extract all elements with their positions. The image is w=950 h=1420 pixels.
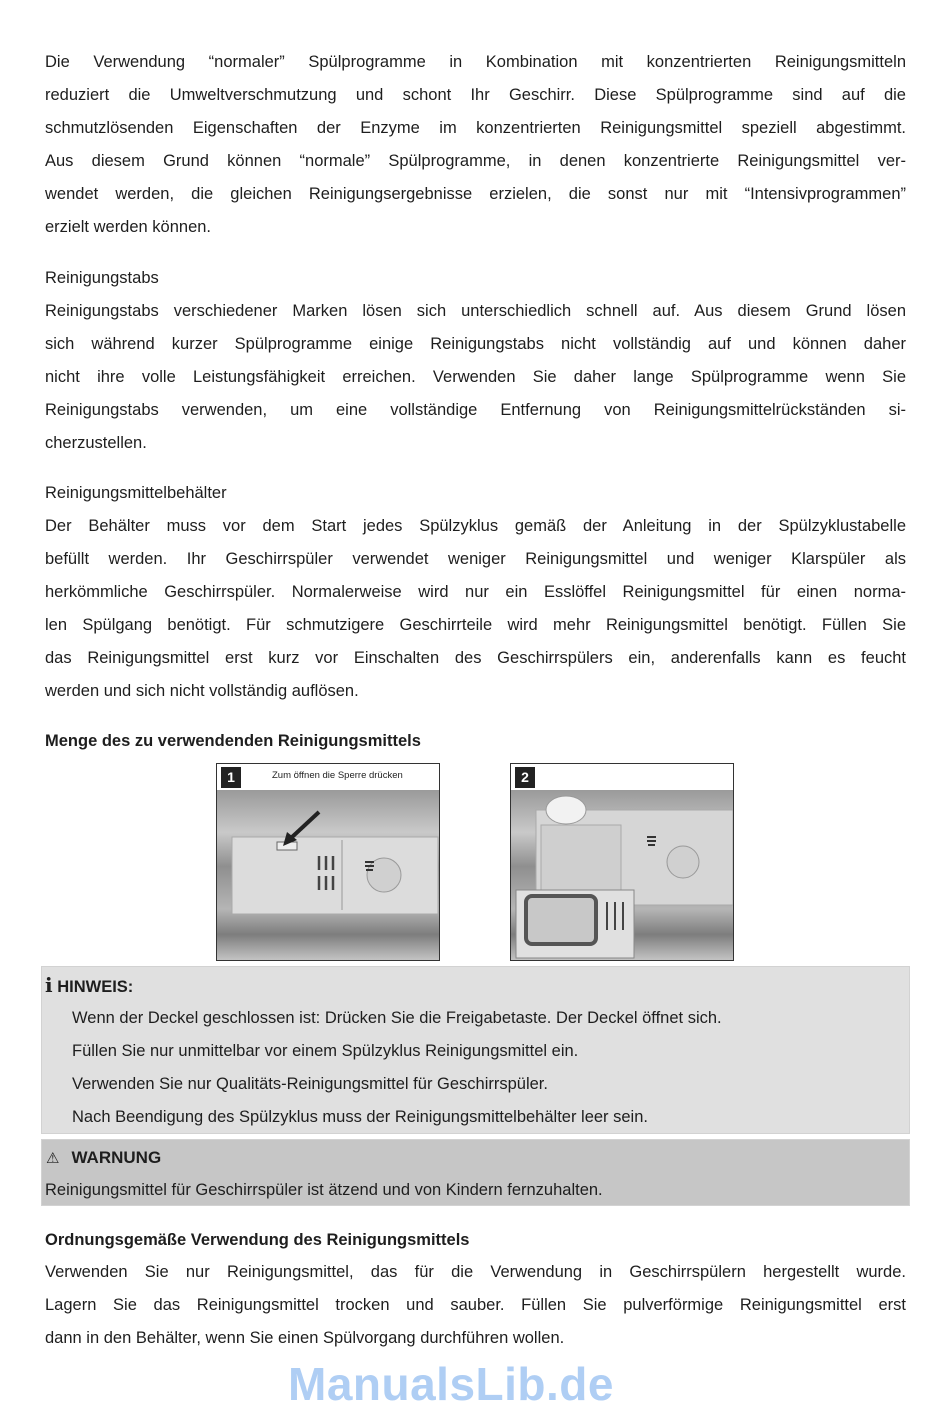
heading-container: Reinigungsmittelbehälter — [45, 484, 227, 502]
figure-1-closed-dispenser — [216, 763, 440, 961]
figure-2-open-dispenser — [510, 763, 734, 961]
text-line: werden und sich nicht vollständig auflösen. — [45, 682, 359, 700]
intro-paragraph — [45, 46, 906, 244]
text-line: nicht ihre volle Leistungsfähigkeit erreichen. Verwenden Sie daher lange Spülprogramme wenn Sie — [45, 368, 906, 386]
warning-title — [46, 1141, 161, 1174]
text-line: sich während kurzer Spülprogramme einige Reinigungstabs nicht vollständig auf und können daher — [45, 335, 906, 353]
info-icon: i — [45, 973, 53, 997]
figure-caption: Zum öffnen die Sperre drücken — [272, 770, 403, 781]
hint-title-text: HINWEIS: — [57, 978, 134, 996]
usage-paragraph — [45, 1256, 906, 1355]
warning-text: Reinigungsmittel für Geschirrspüler ist ätzend und von Kindern fernzuhalten. — [45, 1181, 603, 1199]
hint-item: Füllen Sie nur unmittelbar vor einem Spülzyklus Reinigungsmittel ein. — [72, 1042, 579, 1060]
figure-number: 1 — [221, 767, 241, 788]
figure-number: 2 — [515, 767, 535, 788]
dispenser-photo — [511, 790, 733, 960]
text-line: Verwenden Sie nur Reinigungsmittel, das für die Verwendung in Geschirrspülern hergestellt wurde. — [45, 1263, 906, 1281]
tabs-paragraph — [45, 295, 906, 460]
text-line: schmutzlösenden Eigenschaften der Enzyme im konzentrierten Reinigungsmittel speziell abgestimmt. — [45, 119, 906, 137]
text-line: Der Behälter muss vor dem Start jedes Spülzyklus gemäß der Anleitung in der Spülzyklustabelle — [45, 517, 906, 535]
text-line: reduziert die Umweltverschmutzung und schont Ihr Geschirr. Diese Spülprogramme sind auf die — [45, 86, 906, 104]
text-line: cherzustellen. — [45, 434, 147, 452]
container-paragraph — [45, 510, 906, 708]
warning-box — [41, 1139, 910, 1206]
text-line: befüllt werden. Ihr Geschirrspüler verwendet weniger Reinigungsmittel und weniger Klarspüler als — [45, 550, 906, 568]
warning-triangle-icon: ⚠ — [46, 1150, 60, 1167]
text-line: dann in den Behälter, wenn Sie einen Spülvorgang durchführen wollen. — [45, 1329, 565, 1347]
text-line: herkömmliche Geschirrspüler. Normalerweise wird nur ein Esslöffel Reinigungsmittel für einen norma- — [45, 583, 906, 601]
heading-amount: Menge des zu verwendenden Reinigungsmittels — [45, 732, 421, 750]
warning-title-text: WARNUNG — [71, 1148, 162, 1167]
text-line: Reinigungstabs verwenden, um eine vollständige Entfernung von Reinigungsmittelrückständen si- — [45, 401, 906, 419]
heading-reinigungstabs: Reinigungstabs — [45, 269, 159, 287]
text-line: wendet werden, die gleichen Reinigungsergebnisse erzielen, die sonst nur mit “Intensivprogrammen” — [45, 185, 906, 203]
text-line: Aus diesem Grund können “normale” Spülprogramme, in denen konzentrierte Reinigungsmittel ver- — [45, 152, 906, 170]
hint-item: Verwenden Sie nur Qualitäts-Reinigungsmittel für Geschirrspüler. — [72, 1075, 548, 1093]
text-line: Lagern Sie das Reinigungsmittel trocken und sauber. Füllen Sie pulverförmige Reinigungsmittel erst — [45, 1296, 906, 1314]
text-line: Reinigungstabs verschiedener Marken lösen sich unterschiedlich schnell auf. Aus diesem Grund lösen — [45, 302, 906, 320]
hint-item: Wenn der Deckel geschlossen ist: Drücken Sie die Freigabetaste. Der Deckel öffnet sich. — [72, 1009, 722, 1027]
text-line: das Reinigungsmittel erst kurz vor Einschalten des Geschirrspülers ein, anderenfalls kann es feucht — [45, 649, 906, 667]
text-line: Die Verwendung “normaler” Spülprogramme in Kombination mit konzentrierten Reinigungsmitteln — [45, 53, 906, 71]
hint-item: Nach Beendigung des Spülzyklus muss der Reinigungsmittelbehälter leer sein. — [72, 1108, 648, 1126]
text-line: len Spülgang benötigt. Für schmutzigere Geschirrteile wird mehr Reinigungsmittel benötigt. Füllen Sie — [45, 616, 906, 634]
dispenser-photo — [217, 790, 439, 960]
text-line: erzielt werden können. — [45, 218, 212, 236]
watermark: ManualsLib.de — [288, 1358, 614, 1410]
heading-usage: Ordnungsgemäße Verwendung des Reinigungsmittels — [45, 1231, 470, 1249]
hint-box — [41, 966, 910, 1134]
hint-title — [45, 969, 133, 1002]
